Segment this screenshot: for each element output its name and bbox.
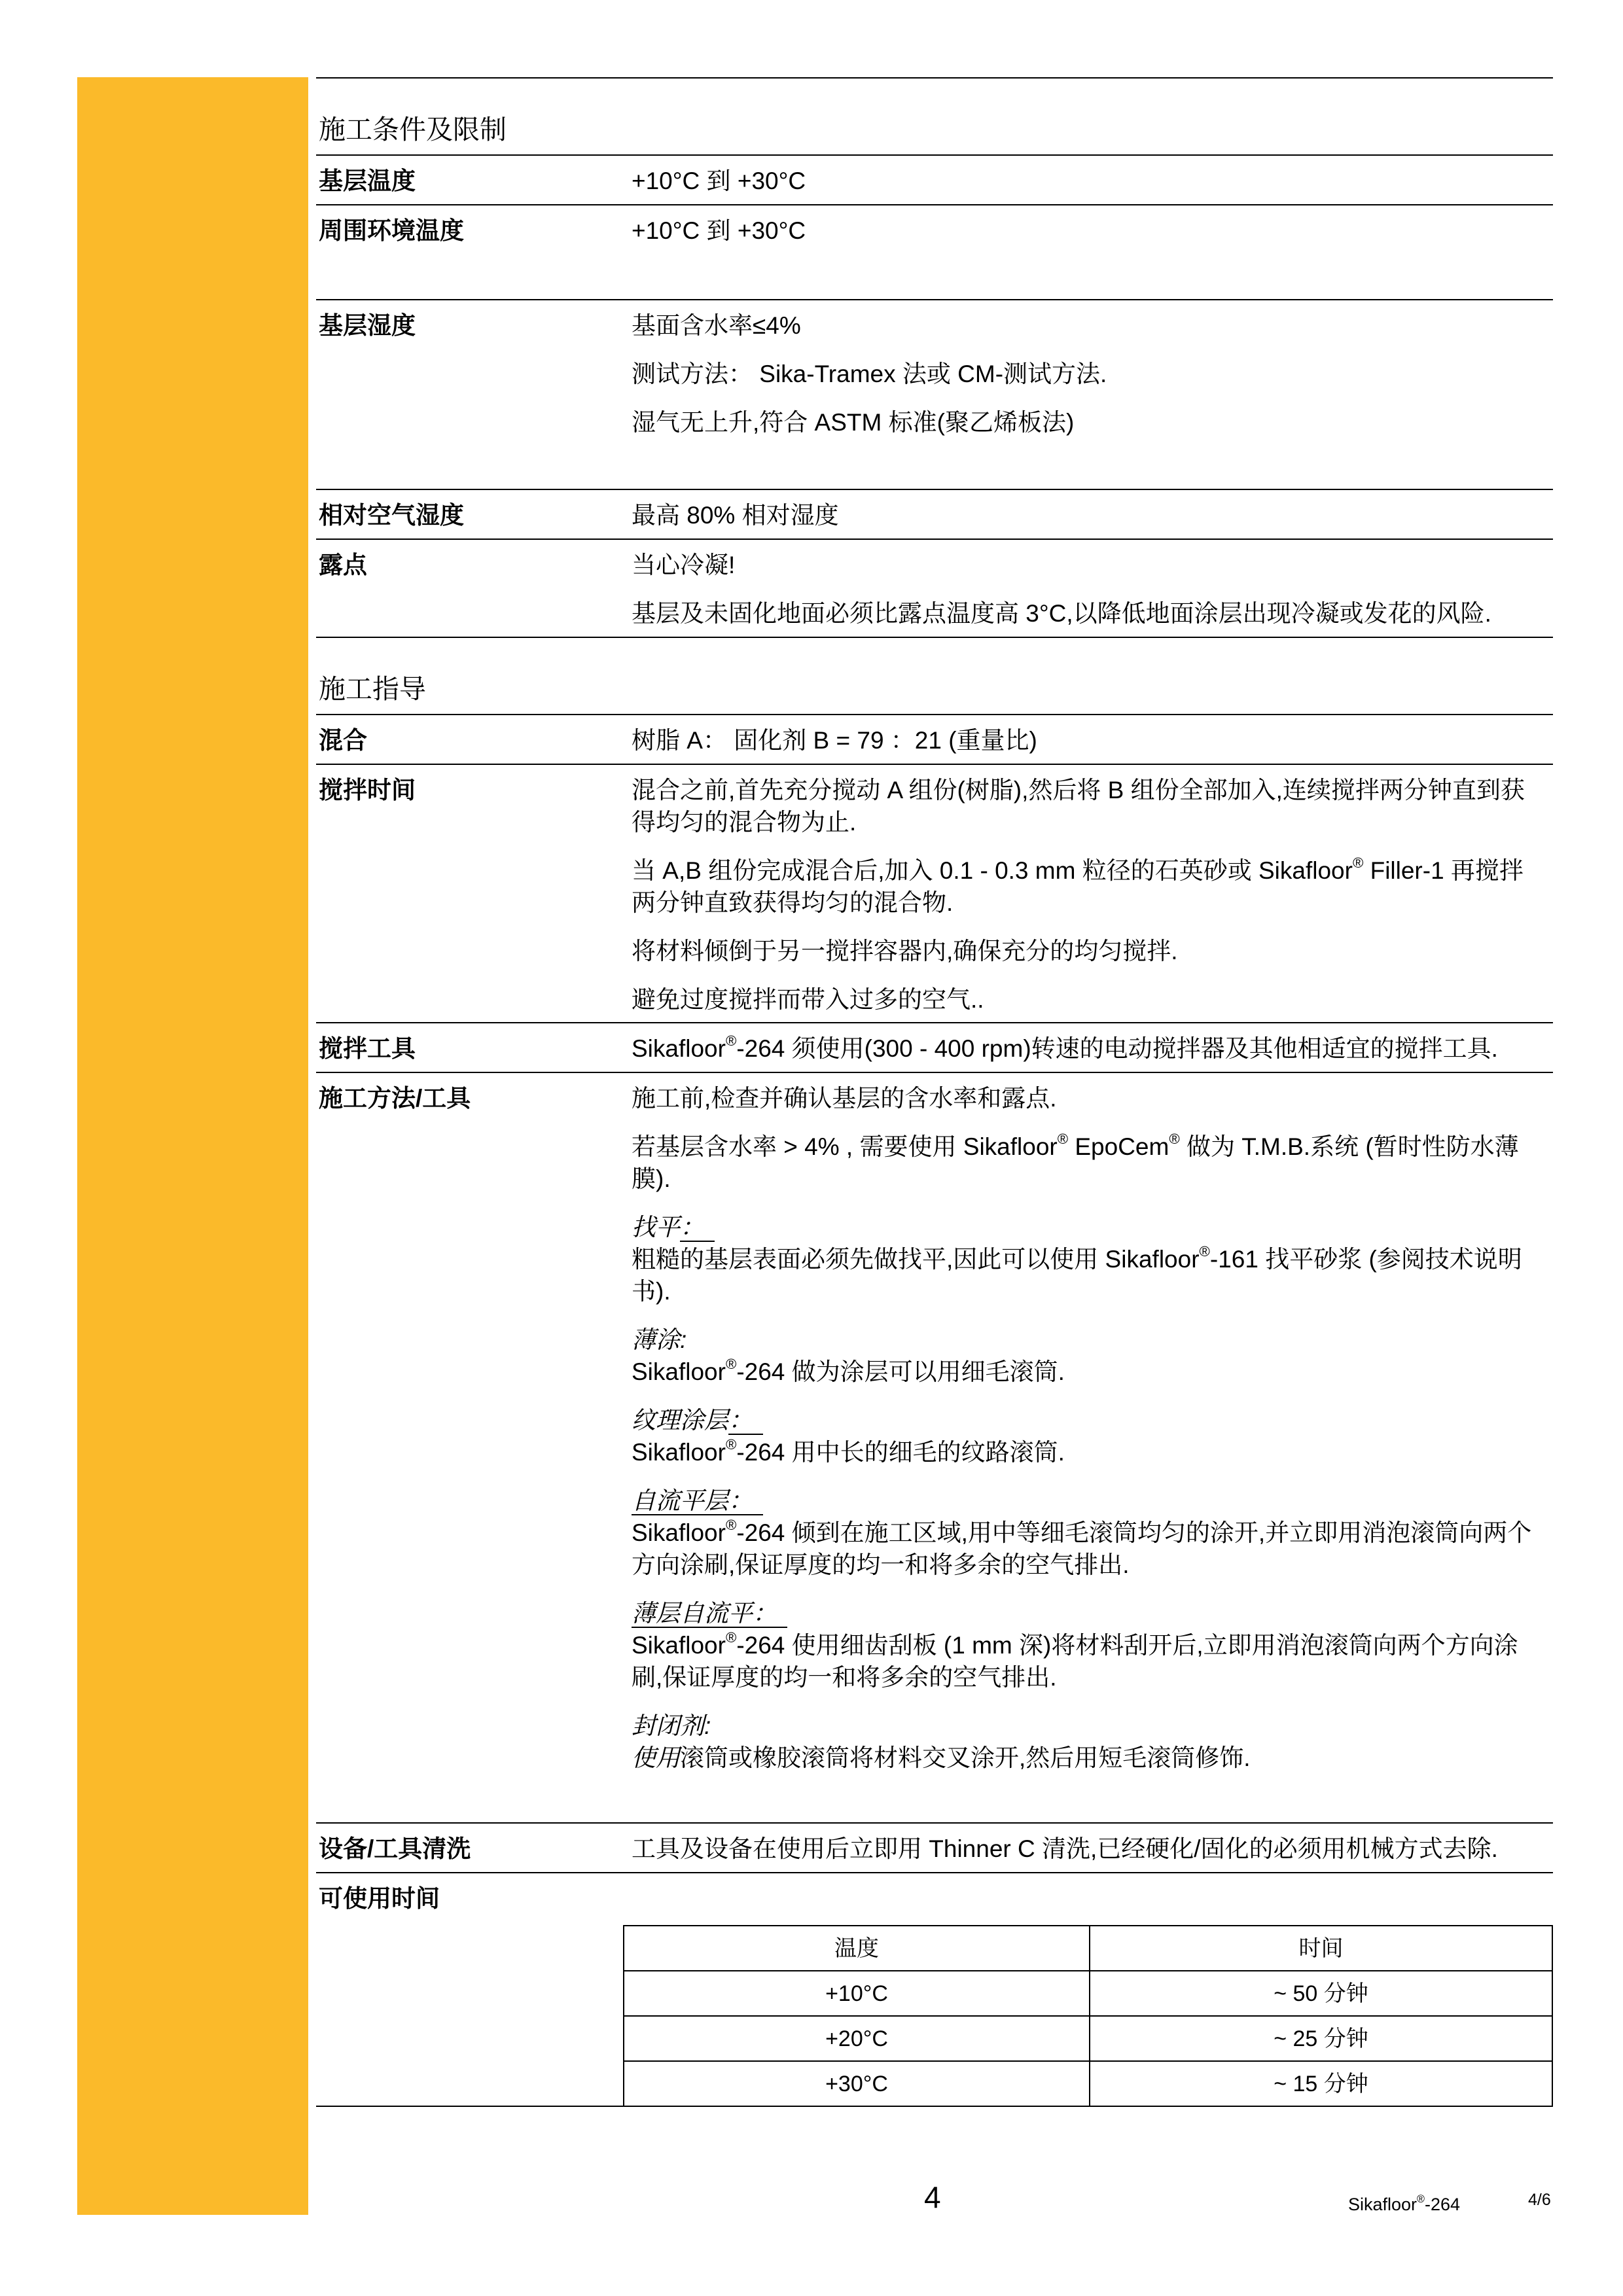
text-line: 工具及设备在使用后立即用 Thinner C 清洗,已经硬化/固化的必须用机械方式去除. [632,1835,1498,1862]
table-cell: +20°C [624,2016,1090,2061]
row-mixing-tools [316,1022,1553,1072]
text-line [632,1742,1553,1774]
paragraph [632,1131,1553,1195]
registered-mark: ® [725,1517,737,1534]
row-label: 可使用时间 [319,1885,440,1912]
row-mixing-time [316,764,1553,1022]
paragraph [632,406,1553,438]
row-value [632,1833,1553,1865]
text-line: 施工前,检查并确认基层的含水率和露点. [632,1085,1057,1112]
paragraph-thin-coat [632,1324,1553,1388]
text-line: 粗糙的基层表面必须先做找平,因此可以使用 Sikafloor®-161 找平砂浆 (参阅技术说明 [632,1243,1522,1273]
text-line: Sikafloor®-264 做为涂层可以用细毛滚筒. [632,1356,1065,1385]
subheading-self-leveling [632,1485,1553,1517]
text-line: 当心冷凝! [632,552,736,578]
section-heading-application-conditions [316,77,1553,154]
row-label: 周围环境温度 [319,217,464,244]
row-label: 施工方法/工具 [319,1085,471,1112]
text-line: 得均匀的混合物为止. [632,809,857,836]
paragraph [632,774,1553,838]
subheading-colon: ： [728,1408,763,1435]
table-cell: +30°C [624,2061,1090,2106]
pot-life-table [623,1925,1553,2106]
row-label: 露点 [319,552,367,578]
registered-mark: ® [725,1033,737,1050]
row-label: 基层温度 [319,168,416,194]
text-line: 树脂 A： 固化剂 B = 79 ：21 (重量比) [632,727,1037,754]
row-value [632,1033,1553,1065]
footer-page-number: 4 [924,2180,941,2214]
row-pot-life [316,1872,1553,2107]
row-mixing [316,714,1553,764]
text-line: +10°C 到 +30°C [632,217,806,244]
registered-mark: ® [725,1436,737,1453]
text-line: 书). [632,1278,671,1305]
row-substrate-moisture [316,299,1553,489]
table-cell: ~ 25 分钟 [1090,2016,1552,2061]
row-label: 设备/工具清洗 [319,1835,471,1862]
text-line: +10°C 到 +30°C [632,168,806,194]
text-line: Sikafloor®-264 用中长的细毛的纹路滚筒. [632,1436,1065,1466]
registered-mark: ® [1417,2193,1425,2205]
subheading-thin-coat: 薄涂: [632,1326,687,1353]
registered-mark: ® [1169,1131,1180,1148]
text-line: 方向涂刷,保证厚度的均一和将多余的空气排出. [632,1551,1130,1578]
subheading-colon: ： [680,1215,715,1242]
footer-page-count: 4/6 [1528,2191,1551,2209]
table-cell: ~ 50 分钟 [1090,1971,1552,2016]
row-value [632,165,1553,197]
registered-mark: ® [1057,1131,1069,1148]
subheading-text: 纹理涂层 [632,1407,728,1434]
row-label: 搅拌时间 [319,777,416,804]
row-application-method [316,1072,1553,1822]
text-line: 将材料倾倒于另一搅拌容器内,确保充分的均匀搅拌. [632,938,1178,964]
table-cell: ~ 15 分钟 [1090,2061,1552,2106]
subheading-text: 自流平层： [632,1489,763,1515]
registered-mark: ® [1199,1243,1210,1260]
row-ambient-temperature [316,204,1553,299]
section-title: 施工条件及限制 [319,115,507,145]
section-title: 施工指导 [319,674,426,704]
row-dew-point [316,539,1553,637]
spacer [632,1882,1553,1925]
paragraph [632,855,1553,919]
text-line: Sikafloor®-264 使用细齿刮板 (1 mm 深)将材料刮开后,立即用消泡滚筒向两个方向涂 [632,1629,1518,1659]
accent-sidebar [77,77,308,2215]
text-line: 避免过度搅拌而带入过多的空气.. [632,986,984,1013]
subheading-text: 找平 [632,1214,680,1241]
section-heading-application-instructions [316,637,1553,714]
text-line: 刷,保证厚度的均一和将多余的空气排出. [632,1664,1057,1691]
table-row [624,2016,1552,2061]
row-label: 基层湿度 [319,312,416,339]
subheading-text: 薄层自流平： [632,1601,787,1628]
table-row [624,2061,1552,2106]
text-line: 两分钟直致获得均匀的混合物. [632,889,954,916]
row-value [632,724,1553,756]
paragraph-sealer [632,1710,1553,1774]
text-line: 最高 80% 相对湿度 [632,502,839,529]
text-line: 混合之前,首先充分搅动 A 组份(树脂),然后将 B 组份全部加入,连续搅拌两分钟直到获 [632,777,1525,804]
registered-mark: ® [725,1629,737,1646]
paragraph [632,358,1553,390]
text-line: 测试方法： Sika-Tramex 法或 CM-测试方法. [632,361,1107,387]
paragraph [632,1082,1553,1114]
text-line: 当 A,B 组份完成混合后,加入 0.1 - 0.3 mm 粒径的石英砂或 Sikafloor® Filler-1 再搅拌 [632,855,1524,884]
paragraph [632,935,1553,967]
row-cleaning [316,1822,1553,1872]
text-line: 膜). [632,1165,671,1192]
row-value [632,215,1553,247]
row-label: 相对空气湿度 [319,502,464,529]
paragraph-leveling [632,1211,1553,1307]
text-line: Sikafloor®-264 须使用(300 - 400 rpm)转速的电动搅拌器及其他相适宜的搅拌工具. [632,1033,1498,1062]
content-area [316,77,1553,2107]
paragraph-thin-self-leveling [632,1597,1553,1693]
line-rest: 滚筒或橡胶滚筒将材料交叉涂开,然后用短毛滚筒修饰. [680,1744,1251,1771]
paragraph [632,597,1553,629]
text-line: Sikafloor®-264 倾到在施工区域,用中等细毛滚筒均匀的涂开,并立即用消泡滚筒向两个 [632,1517,1532,1546]
row-value [632,1082,1553,1774]
row-value [632,1882,1553,2106]
italic-lead: 使用 [632,1744,680,1771]
paragraph [632,549,1553,581]
subheading-textured-coat [632,1404,1553,1436]
table-row [624,1971,1552,2016]
row-relative-humidity [316,489,1553,539]
row-value [632,309,1553,438]
row-value [632,499,1553,531]
subheading-leveling [632,1211,1553,1243]
text-line: 基面含水率≤4% [632,312,801,339]
text-line: 湿气无上升,符合 ASTM 标准(聚乙烯板法) [632,409,1075,436]
footer-product-name: Sikafloor®-264 [1348,2193,1461,2214]
row-substrate-temperature [316,154,1553,204]
table-cell: +10°C [624,1971,1090,2016]
row-label: 搅拌工具 [319,1035,416,1062]
paragraph [632,983,1553,1016]
table-header-row [624,1926,1552,1971]
registered-mark: ® [725,1356,737,1373]
text-line: 基层及未固化地面必须比露点温度高 3°C,以降低地面涂层出现冷凝或发花的风险. [632,600,1491,627]
table-header-cell: 温度 [624,1926,1090,1971]
paragraph [632,309,1553,342]
registered-mark: ® [1352,855,1364,872]
text-line: 若基层含水率 > 4% , 需要使用 Sikafloor® EpoCem® 做为 T.M.B.系统 (暂时性防水薄 [632,1131,1519,1160]
table-header-cell: 时间 [1090,1926,1552,1971]
row-label: 混合 [319,727,367,754]
row-value [632,549,1553,629]
row-value [632,774,1553,1016]
paragraph-self-leveling [632,1485,1553,1581]
subheading-thin-self-leveling [632,1597,1553,1629]
subheading-sealer: 封闭剂: [632,1712,711,1739]
paragraph-textured-coat [632,1404,1553,1468]
